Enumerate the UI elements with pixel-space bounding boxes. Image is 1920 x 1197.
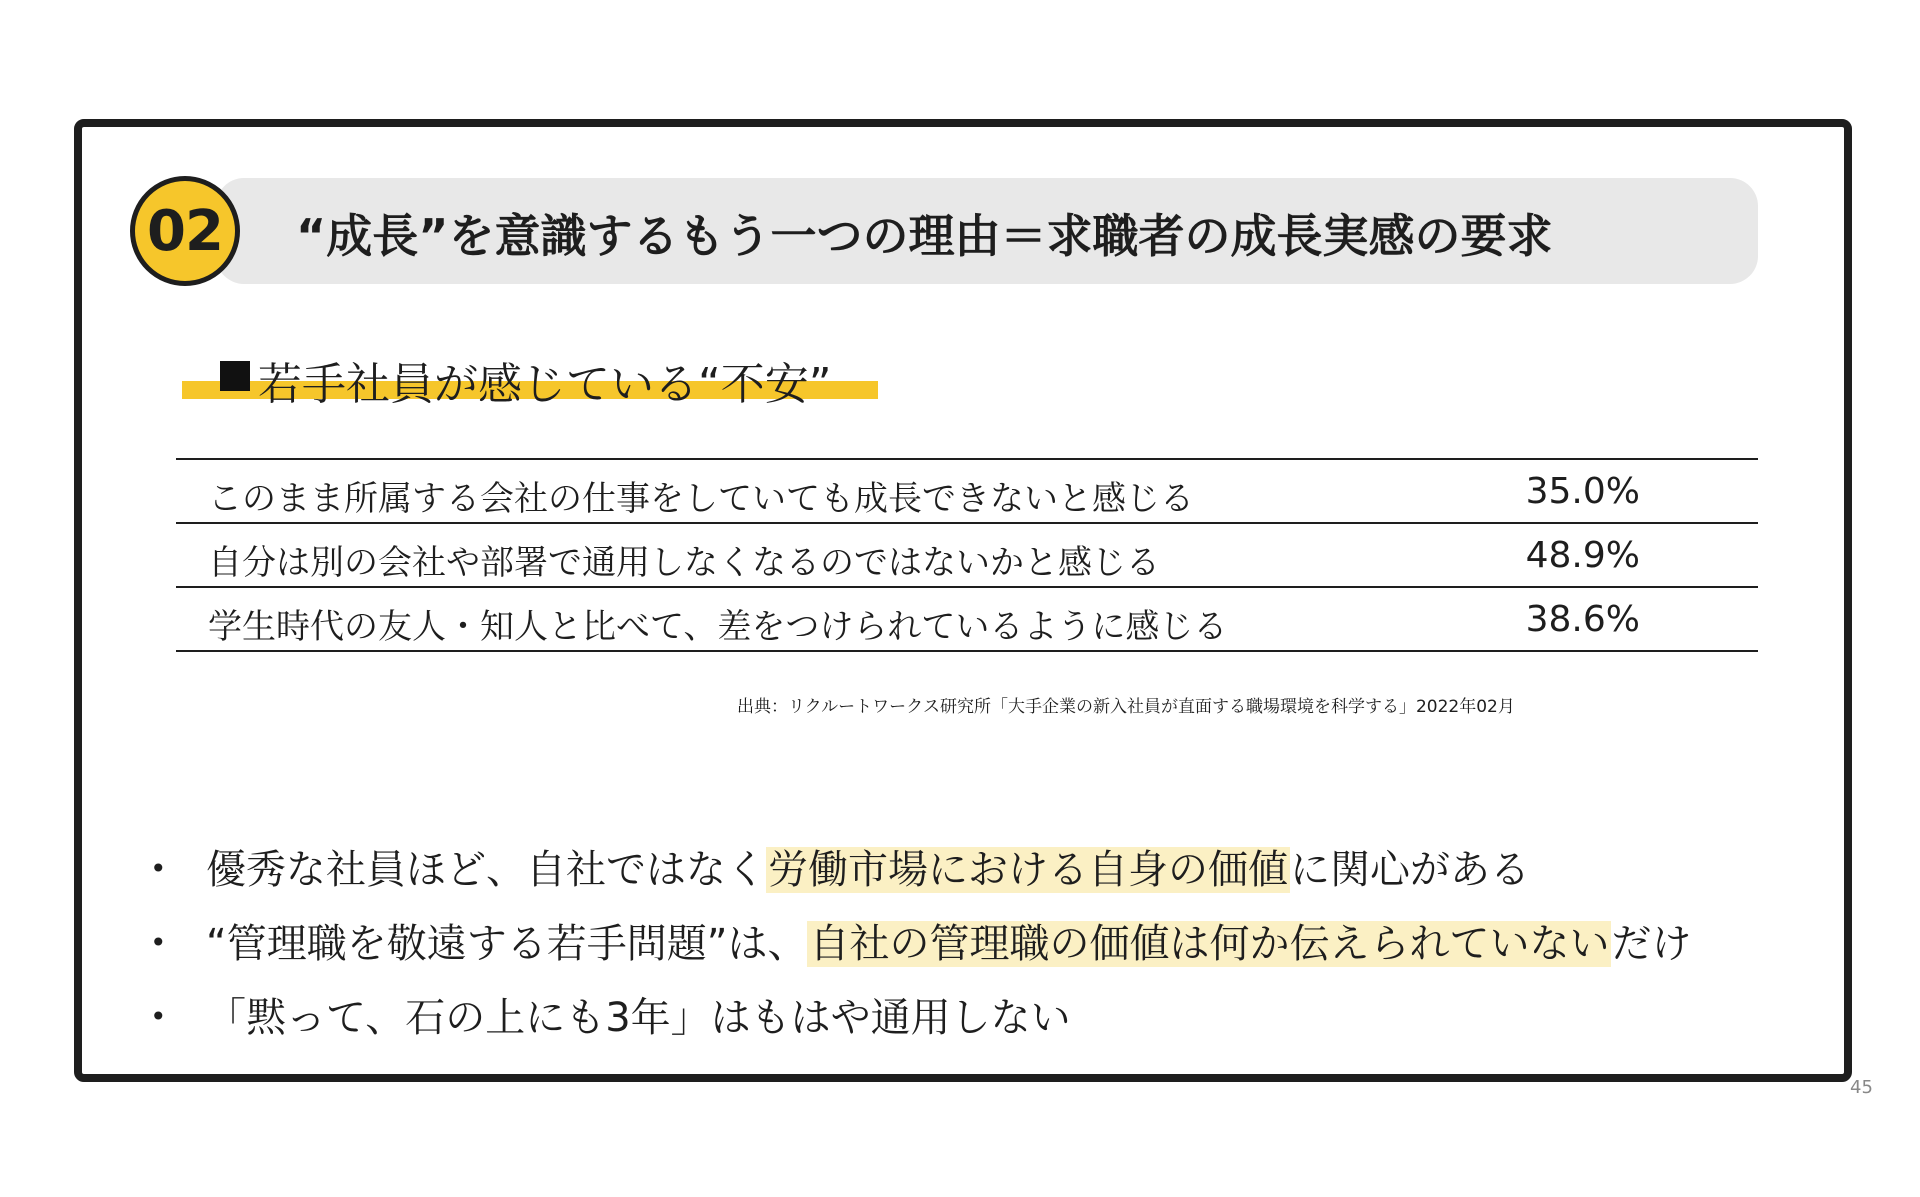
bullet-text-highlight: 自社の管理職の価値は何か伝えられていない bbox=[809, 921, 1610, 967]
bullet-text-highlight: 労働市場における自身の価値 bbox=[768, 847, 1288, 893]
page-number: 45 bbox=[1850, 1077, 1873, 1098]
bullet-text-plain: 優秀な社員ほど、自社ではなく bbox=[206, 847, 766, 893]
bullet-text bbox=[206, 912, 1691, 969]
bullet-text bbox=[206, 986, 1071, 1043]
row-label: 自分は別の会社や部署で通用しなくなるのではないかと感じる bbox=[208, 543, 1160, 583]
row-label: このまま所属する会社の仕事をしていても成長できないと感じる bbox=[208, 479, 1194, 519]
row-value: 48.9% bbox=[1525, 535, 1640, 576]
section-heading-text: 若手社員が感じている“不安” bbox=[258, 359, 832, 410]
bullet-icon: • bbox=[150, 926, 167, 959]
table-row bbox=[176, 524, 1758, 588]
black-square-icon bbox=[220, 361, 250, 391]
bullet-text-plain: に関心がある bbox=[1290, 847, 1530, 893]
row-label: 学生時代の友人・知人と比べて、差をつけられているように感じる bbox=[208, 607, 1228, 647]
row-value: 38.6% bbox=[1525, 599, 1640, 640]
section-number-badge: 02 bbox=[130, 176, 240, 286]
table-row bbox=[176, 588, 1758, 652]
bullet-text-plain: 「黙って、石の上にも3年」はもはや通用しない bbox=[206, 995, 1071, 1041]
bullet-text-plain: “管理職を敬遠する若手問題”は、 bbox=[206, 921, 808, 967]
table-row bbox=[176, 460, 1758, 524]
row-value: 35.0% bbox=[1525, 471, 1640, 512]
slide-title: “成長”を意識するもう一つの理由＝求職者の成長実感の要求 bbox=[296, 209, 1553, 263]
bullet-text-plain: だけ bbox=[1611, 921, 1692, 967]
section-heading bbox=[220, 348, 832, 412]
source-citation: 出典：リクルートワークス研究所「大手企業の新入社員が直面する職場環境を科学する」2022年02月 bbox=[737, 697, 1515, 717]
bullet-icon: • bbox=[150, 1000, 167, 1033]
survey-table bbox=[176, 458, 1758, 652]
bullet-text bbox=[206, 838, 1530, 895]
bullet-icon: • bbox=[150, 852, 167, 885]
